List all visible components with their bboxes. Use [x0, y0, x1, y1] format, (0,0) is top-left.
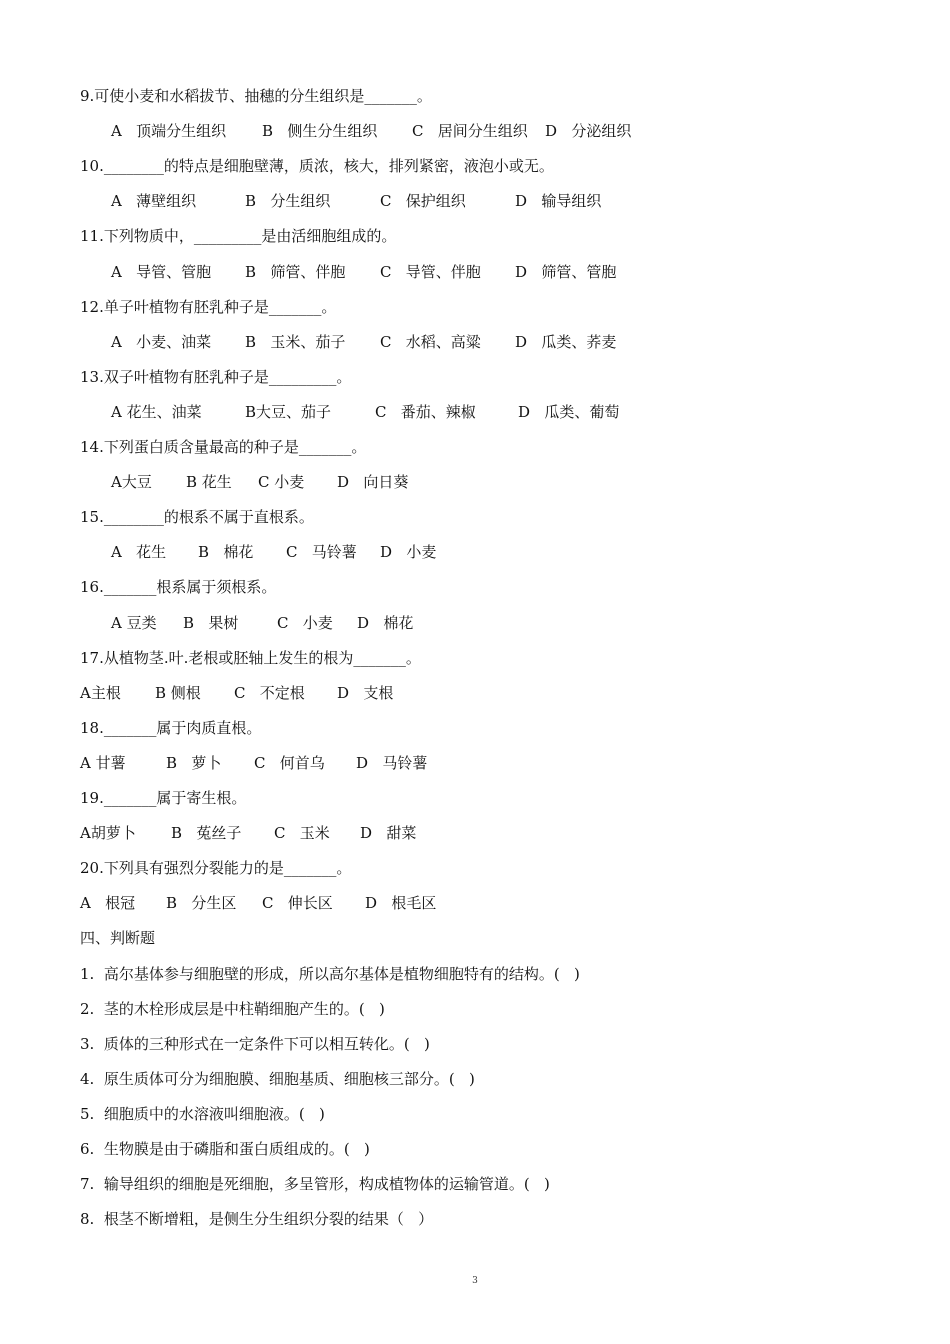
- true-false-item: 4. 原生质体可分为细胞膜、细胞基质、细胞核三部分。( ): [80, 1069, 475, 1088]
- section-heading-row: [0, 925, 950, 951]
- answer-option: B 萝卜: [166, 753, 222, 772]
- answer-option: A 花生、油菜: [111, 402, 202, 421]
- answer-option: D 马铃薯: [356, 753, 428, 772]
- answer-options-row: [0, 820, 950, 846]
- answer-option: A 导管、管胞: [111, 262, 212, 281]
- answer-option: A胡萝卜: [80, 824, 136, 843]
- answer-option: D 分泌组织: [545, 122, 632, 141]
- answer-option: A 顶端分生组织: [111, 122, 227, 141]
- question-text-row: [0, 785, 950, 811]
- answer-option: C 小麦: [277, 613, 333, 632]
- true-false-item: 2. 茎的木栓形成层是中柱鞘细胞产生的。( ): [80, 999, 385, 1018]
- true-false-item-row: [0, 1031, 950, 1057]
- answer-option: A大豆: [111, 473, 152, 492]
- answer-option: D 根毛区: [365, 894, 437, 913]
- answer-option: B大豆、茄子: [245, 402, 332, 421]
- question-text-row: [0, 434, 950, 460]
- answer-option: C 马铃薯: [286, 543, 357, 562]
- answer-options-row: [0, 188, 950, 214]
- question-text: 12.单子叶植物有胚乳种子是_______。: [80, 297, 337, 316]
- answer-options-row: [0, 118, 950, 144]
- answer-option: D 输导组织: [515, 192, 602, 211]
- question-text: 19._______属于寄生根。: [80, 789, 247, 807]
- answer-options-row: [0, 259, 950, 285]
- answer-option: B 分生组织: [245, 192, 331, 211]
- answer-options-row: [0, 539, 950, 565]
- answer-option: B 棉花: [198, 543, 254, 562]
- true-false-item: 5. 细胞质中的水溶液叫细胞液。( ): [80, 1104, 325, 1123]
- answer-option: D 甜菜: [360, 824, 417, 843]
- question-text-row: [0, 153, 950, 179]
- question-text: 11.下列物质中，_________是由活细胞组成的。: [80, 227, 397, 246]
- question-text: 18._______属于肉质直根。: [80, 718, 262, 737]
- answer-options-row: [0, 399, 950, 425]
- true-false-item-row: [0, 1066, 950, 1092]
- question-text: 9.可使小麦和水稻拔节、抽穗的分生组织是_______。: [80, 87, 432, 105]
- answer-option: B 花生: [186, 473, 232, 492]
- answer-options-row: [0, 329, 950, 355]
- answer-option: C 番茄、辣椒: [375, 402, 476, 421]
- answer-options-row: [0, 680, 950, 706]
- question-text: 14.下列蛋白质含量最高的种子是_______。: [80, 438, 367, 456]
- question-text-row: [0, 83, 950, 109]
- answer-option: C 何首乌: [254, 753, 325, 772]
- answer-option: C 不定根: [234, 683, 305, 702]
- true-false-item-row: [0, 1206, 950, 1232]
- page-number: 3: [472, 1276, 478, 1286]
- question-text-row: [0, 855, 950, 881]
- question-text-row: [0, 645, 950, 671]
- true-false-item: 6. 生物膜是由于磷脂和蛋白质组成的。( ): [80, 1140, 370, 1158]
- answer-option: A 花生: [111, 543, 167, 562]
- true-false-item: 3. 质体的三种形式在一定条件下可以相互转化。( ): [80, 1034, 430, 1053]
- answer-option: B 筛管、伴胞: [245, 262, 346, 281]
- answer-option: B 菟丝子: [171, 824, 242, 843]
- answer-option: A 小麦、油菜: [111, 332, 212, 351]
- answer-option: D 棉花: [357, 613, 414, 632]
- answer-option: A 根冠: [80, 894, 136, 913]
- answer-options-row: [0, 750, 950, 776]
- answer-option: A 薄壁组织: [111, 192, 197, 211]
- true-false-item: 7. 输导组织的细胞是死细胞，多呈管形，构成植物体的运输管道。( ): [80, 1175, 550, 1194]
- answer-option: D 小麦: [380, 543, 437, 562]
- question-text-row: [0, 364, 950, 390]
- answer-option: D 瓜类、荞麦: [515, 332, 617, 351]
- answer-option: A 甘薯: [80, 753, 126, 772]
- question-text: 20.下列具有强烈分裂能力的是_______。: [80, 859, 352, 878]
- question-text: 17.从植物茎.叶.老根或胚轴上发生的根为_______。: [80, 648, 421, 667]
- answer-option: C 小麦: [258, 473, 305, 492]
- answer-option: B 玉米、茄子: [245, 332, 346, 351]
- question-text-row: [0, 294, 950, 320]
- question-text-row: [0, 715, 950, 741]
- answer-option: C 居间分生组织: [412, 122, 528, 141]
- answer-option: B 分生区: [166, 894, 237, 913]
- answer-option: C 导管、伴胞: [380, 262, 481, 281]
- answer-option: C 水稻、高粱: [380, 332, 481, 351]
- question-text: 15.________的根系不属于直根系。: [80, 508, 314, 527]
- section-heading: 四、判断题: [80, 929, 156, 948]
- true-false-item-row: [0, 961, 950, 987]
- answer-options-row: [0, 469, 950, 495]
- question-text-row: [0, 223, 950, 249]
- true-false-item-row: [0, 1136, 950, 1162]
- answer-option: C 玉米: [274, 824, 330, 843]
- question-text: 13.双子叶植物有胚乳种子是_________。: [80, 367, 352, 386]
- answer-option: A 豆类: [111, 613, 157, 632]
- question-text: 16._______根系属于须根系。: [80, 578, 277, 597]
- answer-option: B 侧生分生组织: [262, 122, 378, 141]
- answer-option: C 保护组织: [380, 192, 466, 211]
- answer-option: B 侧根: [155, 683, 201, 702]
- true-false-item-row: [0, 996, 950, 1022]
- question-text-row: [0, 574, 950, 600]
- answer-option: D 筛管、管胞: [515, 262, 617, 281]
- question-text-row: [0, 504, 950, 530]
- answer-option: A主根: [80, 683, 121, 702]
- answer-option: D 向日葵: [337, 473, 409, 492]
- answer-options-row: [0, 610, 950, 636]
- question-text: 10.________的特点是细胞壁薄，质浓，核大，排列紧密，液泡小或无。: [80, 157, 554, 176]
- answer-option: C 伸长区: [262, 894, 333, 913]
- true-false-item-row: [0, 1101, 950, 1127]
- answer-option: D 瓜类、葡萄: [518, 402, 620, 421]
- true-false-item-row: [0, 1171, 950, 1197]
- true-false-item: 1. 高尔基体参与细胞壁的形成，所以高尔基体是植物细胞特有的结构。( ): [80, 964, 580, 983]
- answer-option: B 果树: [183, 613, 239, 632]
- answer-options-row: [0, 890, 950, 916]
- answer-option: D 支根: [337, 683, 394, 702]
- true-false-item: 8. 根茎不断增粗，是侧生分生组织分裂的结果（ ）: [80, 1210, 434, 1229]
